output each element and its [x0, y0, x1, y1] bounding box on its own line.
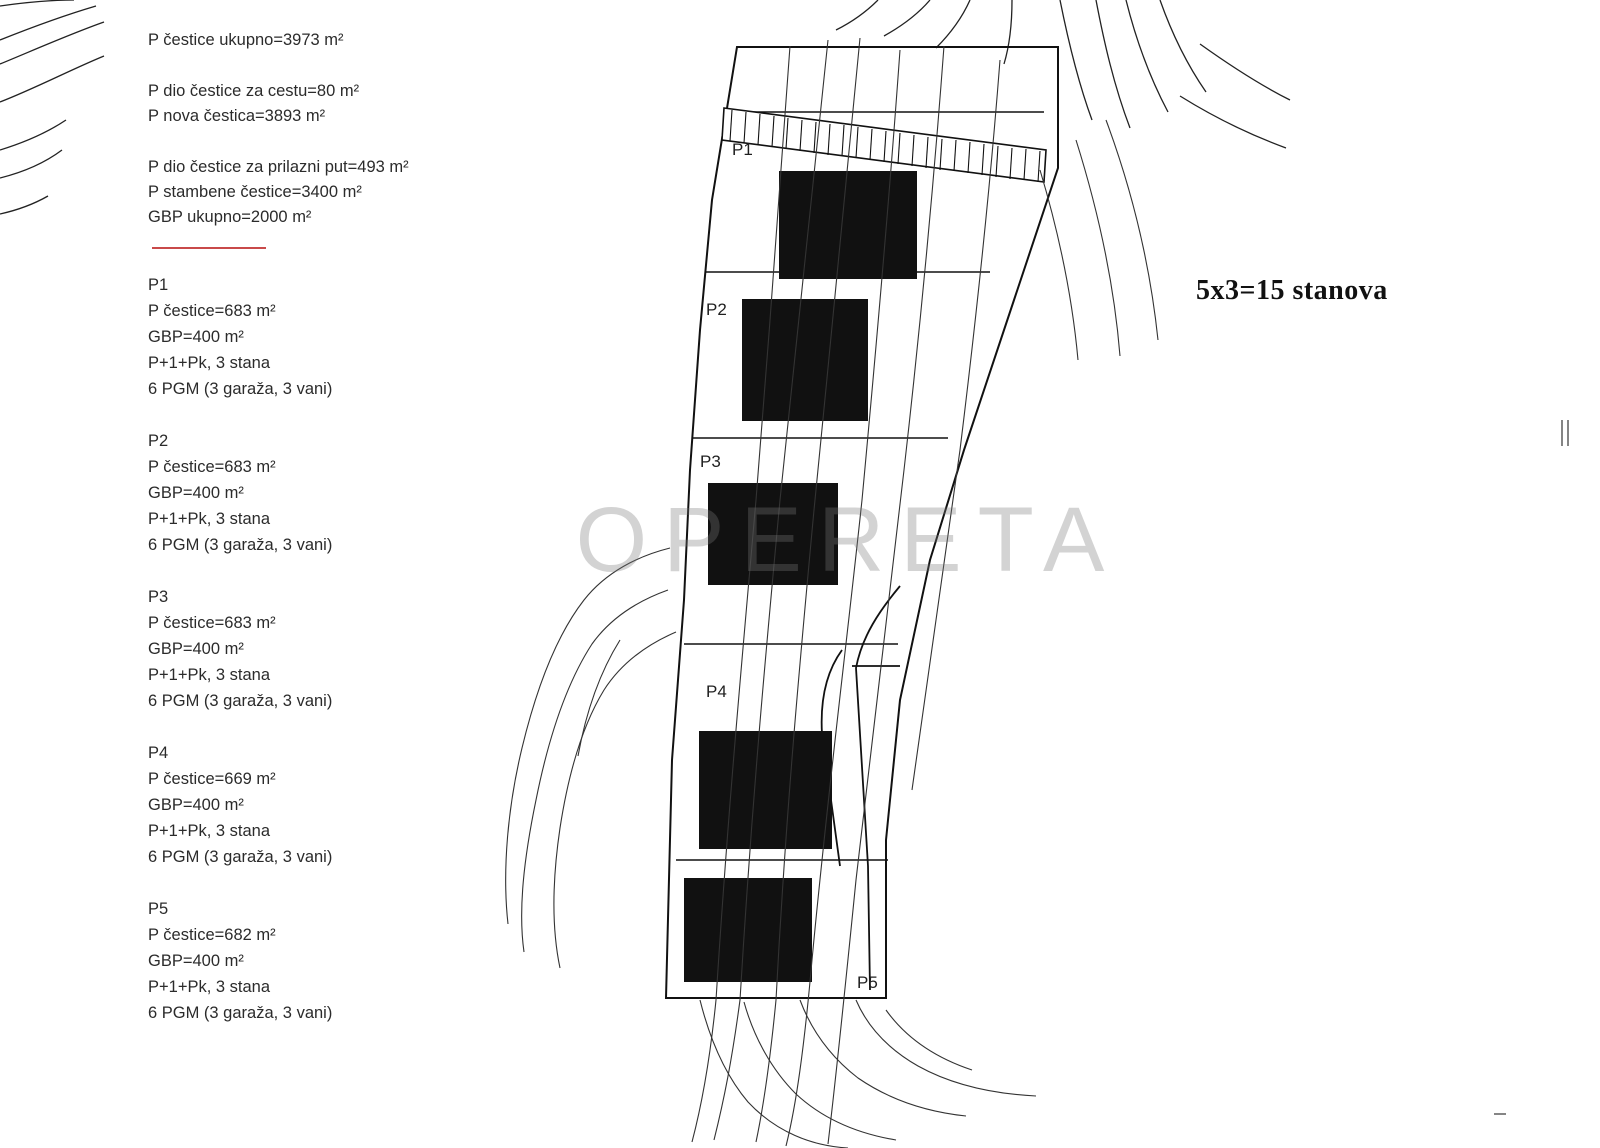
plot-line-floors: P+1+Pk, 3 stana	[148, 354, 271, 372]
plan-label-p3: P3	[700, 452, 721, 471]
plot-line-parking: 6 PGM (3 garaža, 3 vani)	[148, 536, 333, 554]
plot-line-parking: 6 PGM (3 garaža, 3 vani)	[148, 692, 333, 710]
plot-title: P2	[148, 432, 169, 450]
summary-line: GBP ukupno=2000 m²	[148, 208, 312, 226]
plot-line-area: P čestice=682 m²	[148, 926, 276, 944]
edge-ticks	[1494, 420, 1568, 1114]
plot-line-gbp: GBP=400 m²	[148, 952, 244, 970]
plot-line-parking: 6 PGM (3 garaža, 3 vani)	[148, 848, 333, 866]
summary-line: P čestice ukupno=3973 m²	[148, 31, 344, 49]
headline-total-apartments: 5x3=15 stanova	[1196, 275, 1388, 306]
summary-group-1	[148, 28, 548, 53]
plan-label-p5: P5	[857, 973, 878, 992]
plot-line-gbp: GBP=400 m²	[148, 640, 244, 658]
building-p1	[779, 171, 917, 279]
plot-line-gbp: GBP=400 m²	[148, 484, 244, 502]
plot-title: P4	[148, 744, 169, 762]
plot-line-parking: 6 PGM (3 garaža, 3 vani)	[148, 380, 333, 398]
plot-block-p5	[148, 896, 548, 1026]
plot-line-area: P čestice=683 m²	[148, 458, 276, 476]
plot-title: P3	[148, 588, 169, 606]
plot-block-p2	[148, 428, 548, 558]
plot-line-area: P čestice=683 m²	[148, 302, 276, 320]
plot-line-parking: 6 PGM (3 garaža, 3 vani)	[148, 1004, 333, 1022]
plot-title: P5	[148, 900, 169, 918]
watermark-operetta: OPERETA	[575, 489, 1121, 591]
summary-line: P dio čestice za prilazni put=493 m²	[148, 158, 409, 176]
summary-line: P dio čestice za cestu=80 m²	[148, 82, 360, 100]
road-hatch-strip	[722, 108, 1046, 182]
contour-lines-topleft	[0, 0, 104, 214]
building-p4	[699, 731, 832, 849]
building-p5	[684, 878, 812, 982]
plan-label-p1: P1	[732, 140, 753, 159]
contour-lines-topright	[836, 0, 1290, 148]
building-p2	[742, 299, 868, 421]
plot-line-floors: P+1+Pk, 3 stana	[148, 510, 271, 528]
summary-group-2	[148, 79, 548, 129]
summary-line: P stambene čestice=3400 m²	[148, 183, 362, 201]
terrain-contours-bottom	[700, 1000, 1036, 1148]
plot-line-area: P čestice=683 m²	[148, 614, 276, 632]
plot-block-p4	[148, 740, 548, 870]
plot-line-area: P čestice=669 m²	[148, 770, 276, 788]
gbp-underline	[152, 247, 266, 249]
plot-block-p1	[148, 272, 548, 402]
plan-label-p2: P2	[706, 300, 727, 319]
legend-text-block	[148, 28, 548, 1052]
summary-group-3	[148, 155, 548, 230]
access-road	[822, 586, 900, 990]
plot-block-p3	[148, 584, 548, 714]
plot-title: P1	[148, 276, 169, 294]
plot-line-gbp: GBP=400 m²	[148, 328, 244, 346]
plot-line-floors: P+1+Pk, 3 stana	[148, 978, 271, 996]
plot-line-floors: P+1+Pk, 3 stana	[148, 666, 271, 684]
plot-line-gbp: GBP=400 m²	[148, 796, 244, 814]
plot-line-floors: P+1+Pk, 3 stana	[148, 822, 271, 840]
plan-label-p4: P4	[706, 682, 727, 701]
summary-line: P nova čestica=3893 m²	[148, 107, 326, 125]
